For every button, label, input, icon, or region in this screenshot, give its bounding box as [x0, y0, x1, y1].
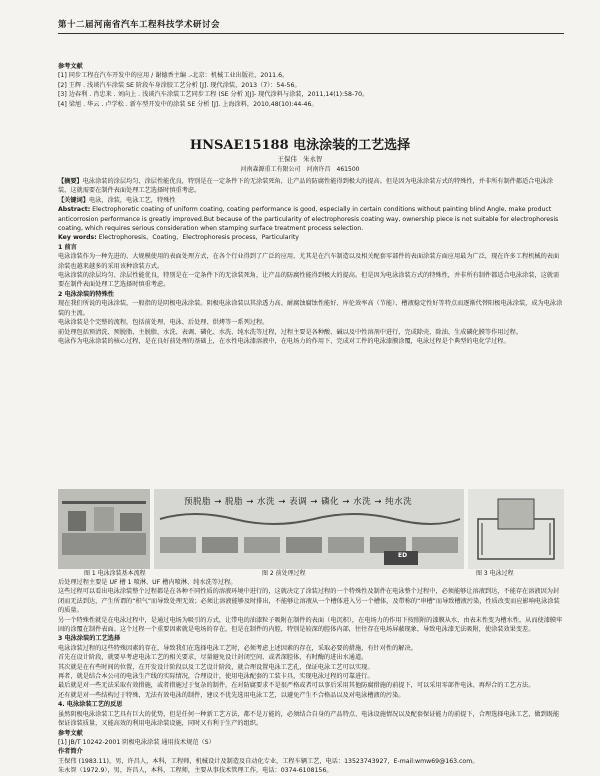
keywords-en — [58, 233, 564, 242]
figure-1-caption: 图 1 电泳涂装基本流程 — [84, 570, 146, 577]
figure-1-photo — [58, 489, 150, 569]
section-3-paragraph: 最后就是对一些无法采取有效措施，或者措施过于复杂的制件，在对防腐要求不是很严格或者可以事后采用其他防腐措施的前提下，可以采用零部件电泳、再焊合的工艺方法。 — [58, 682, 535, 690]
body-paragraph: 后处理过程主要是 UF 槽 1 喷淋、UF 槽内喷淋、纯水洗等过程。 — [58, 579, 237, 586]
figure-3-caption: 图 3 电泳过程 — [476, 570, 514, 577]
section-2-heading: 2 电泳涂装的特殊性 — [58, 290, 114, 298]
process-flow-label: 预脱脂 → 脱脂 → 水洗 → 表调 → 磷化 → 水洗 → 纯水洗 — [184, 497, 413, 507]
section-1-heading: 1 前言 — [58, 243, 77, 251]
figures-row — [58, 489, 564, 569]
paper-affiliation: 河南森源重工有限公司 河南许昌 461500 — [240, 166, 360, 173]
reference-item: [2] 王辉 . 浅谈汽车涂装 SE 阶段车身涂胶工艺分析 [J]. 现代涂装，2013（7）：54-56。 — [58, 81, 301, 89]
keywords-cn-text: 电泳，涂装，电泳工艺，特殊性 — [88, 196, 176, 204]
ed-label: ED — [398, 552, 408, 559]
references-heading: 参考文献 — [58, 729, 83, 737]
reference-item: [3] 边春利 . 肖忠来 . 刘向上 . 浅谈汽车涂装工艺同步工程 (SE 分析 )[J]- 现代涂料与涂装，2011,14(1):58-70。 — [58, 91, 369, 99]
abstract-cn — [58, 177, 564, 196]
references-heading: 参考文献 — [58, 63, 83, 70]
abstract-cn-text: 电泳涂装的涂层均匀、涂层性能优良，特别是在一定条件下的无涂装死角，让产品的防腐性能得到极大的提高。但是因为电泳涂装方式的特殊性，并非所有制件都适合电泳涂装，这就需要在制件表面处理工艺选择时慎重考虑。 — [58, 178, 553, 195]
keywords-en-label: Key words: — [58, 234, 97, 242]
author-info: 王保伟 (1983.11)，男，许昌人，本科，工程师，机械设计及制造及自动化专业，工程车辆工艺，电话：13523743927，E-mail:wmw69@163.com。 — [58, 757, 479, 765]
section-3-paragraph: 还有就是对一些结构过于特殊，无法有效电泳的制件，建议不优先选用电泳工艺，以避免产生不合格品以及对电泳槽液的污染。 — [58, 691, 405, 699]
abstract-en-text: Electrophoretic coating of uniform coating, coating performance is good, especially in certain conditions without painting blind Angle, make product anticorrosion performance is greatly improved.But because of the particularity of electrophoresis coating way, ownership piece is not suitable for electrophoresis coating, which requires serious consideration when stamping surface treatment process selection. — [58, 206, 559, 233]
paper-authors: 王保伟 朱永智 — [277, 155, 323, 163]
author-info-heading: 作者简介 — [58, 748, 83, 756]
paper-title: HNSAE15188 电泳涂装的工艺选择 — [189, 138, 411, 153]
abstract-en — [58, 205, 564, 233]
body-paragraph: 另一个特殊性就是在电泳过程中，是通过电场为吸引的方式，让带电的油漆粒子吸附在制件的表面（电沉积），在电场力的作用下按照附的漆膜从水，由表末性变为槽水性，从而使漆膜牢固的涂覆在制件表面。这个过程一个重要因素就是电场的存在，但是在制件的内腔，特别是较深的腔体内部，往往存在电场屏蔽现象，导致电泳漆无法吸附，使涂装效果变差。 — [58, 616, 563, 634]
production-line-illustration — [58, 489, 150, 569]
top-references — [58, 62, 564, 109]
section-3-paragraph: 电泳涂装过程的这些特殊因素的存在，导致我们在选择电泳工艺时，必须考虑上述因素的存在，采取必要的措施，有针对性的解决。 — [58, 644, 417, 652]
section-2-paragraph: 电泳作为电泳涂装的核心过程，是在良好前处理的基础上，在水性电泳漆溶液中，在电场力的作用下，完成对工件的电泳漆膜涂覆，电泳过程是个典型的电化学过程。 — [58, 337, 510, 345]
section-3-heading: 3 电泳涂装的工艺选择 — [58, 635, 121, 643]
figure-3-diagram — [468, 489, 564, 569]
section-1-paragraph: 电泳涂装作为一种先进的、大规模使用的表面处理方式，在各个行业得到了广泛的应用，尤其是在汽车制造以及相关配套零部件的表面涂装方面应用最为广泛，现在许多工程机械的表面涂装也越来越多的采用该种涂装方式。 — [58, 253, 560, 270]
section-2-paragraph: 电泳涂装是个完整的流程，包括前处理、电泳、后处理、烘烤等一系列过程。 — [58, 319, 269, 327]
electrophoresis-tank-illustration — [468, 489, 564, 569]
section-4-heading: 4. 电泳涂装工艺的反思 — [58, 701, 123, 709]
keywords-cn — [58, 196, 564, 205]
body-continued — [58, 578, 564, 776]
reference-item: [4] 梁旭 . 华云 . 卢学松 . 新车型开发中的涂装 SE 分析 [J]. 上海涂料，2010,48(10):44-46。 — [58, 100, 318, 108]
section-4-paragraph: 虽然阴极电泳涂装工艺具有巨大的优势，但是任何一种新工艺方法，都不是万能的，必须结合自身的产品特点、电泳设施情况以及配套保证能力的前提下，合理选择电泳工艺，做到既能保证涂装质量，又能高效的利用电泳涂装设施，同时又有利于生产的组织。 — [58, 710, 560, 728]
figure-2-diagram — [154, 489, 464, 569]
abstract-and-intro — [58, 177, 564, 346]
keywords-en-text: Electrophoresis，Coating，Electrophoresis process，Particularity — [98, 234, 299, 242]
keywords-cn-label: 【关键词】 — [58, 196, 89, 204]
reference-item: [1] 同步工程在汽车开发中的应用 / 谢德香主编 .-北京：机械工业出版社，2011.6。 — [58, 72, 289, 80]
section-2-paragraph: 前处理包括预清洗、预脱脂、主脱脂、水洗、表调、磷化、水洗、纯水洗等过程，过程主要是各种酸、碱以及中性溶剂中进行，完成除壳、除油、生成磷化膜等作用过程。 — [58, 328, 523, 336]
abstract-cn-label: 【摘要】 — [58, 178, 83, 185]
author-info: 朱永智（1972.9），男，许昌人，本科，工程师，主要从事技术管理工作，电话：0374-6108156。 — [58, 767, 333, 775]
abstract-en-label: Abstract: — [58, 206, 91, 214]
section-1-paragraph: 电泳涂装的涂层均匀、涂层性能优良，特别是在一定条件下的无涂装死角，让产品的防腐性能得到极大的提高。但是因为电泳涂装方式的特殊性，并非所有制件都适合电泳涂装，这就需要在制件表面处理工艺选择时慎重考虑。 — [58, 272, 560, 289]
reference-item: [1] JB/T 10242-2001 阴极电泳涂装 通用技术规范（S） — [58, 738, 215, 746]
body-paragraph: 这些过程可以看出电泳涂装整个过程都是在各种不同性质的溶液环境中进行的，这就决定了涂装过程的一个特殊性及制件在电泳整个过程中，必须能够让溶液到达，不能存在溶液因为封闭而无法到达，产生所谓的“积气”而导致处理无效；必须让溶液能够及时排出，不能够让溶液从一个槽体进入另一个槽体，及带称的“串槽”而导致槽液污染，性质改变而应影响电泳涂装的质量。 — [58, 588, 560, 615]
section-2-paragraph: 现在我们所说的电泳涂装，一般指的是阴极电泳涂装。阴极电泳涂装以其涂透力高、耐腐蚀腐蚀性能好、库伦效率高（节能）、槽液稳定性好等特点而逐渐代替阳极电泳涂装，成为电泳涂装的主流。 — [58, 300, 563, 317]
figure-2-caption: 图 2 前处理过程 — [262, 570, 306, 577]
conference-header: 第十二届河南省汽车工程科技学术研讨会 — [58, 20, 221, 30]
section-3-paragraph: 首先在设计阶段，就要早考虑电泳工艺的相关要求，尽量避免设计封闭空间、或者深腔体，有时酶的进出水通道。 — [58, 654, 368, 662]
section-3-paragraph: 其次就是在有些时间的位置，在开发设计阶段以及工艺设计阶段，就合理设置电泳工艺孔，保证电泳工艺可以实现。 — [58, 663, 374, 671]
section-3-paragraph: 再者，就是结合本公司的电泳生产线的实际情况，合理设计，使用电泳配套的工装卡具，实现电泳过程的可靠进行。 — [58, 673, 374, 681]
header-rule — [58, 33, 564, 34]
